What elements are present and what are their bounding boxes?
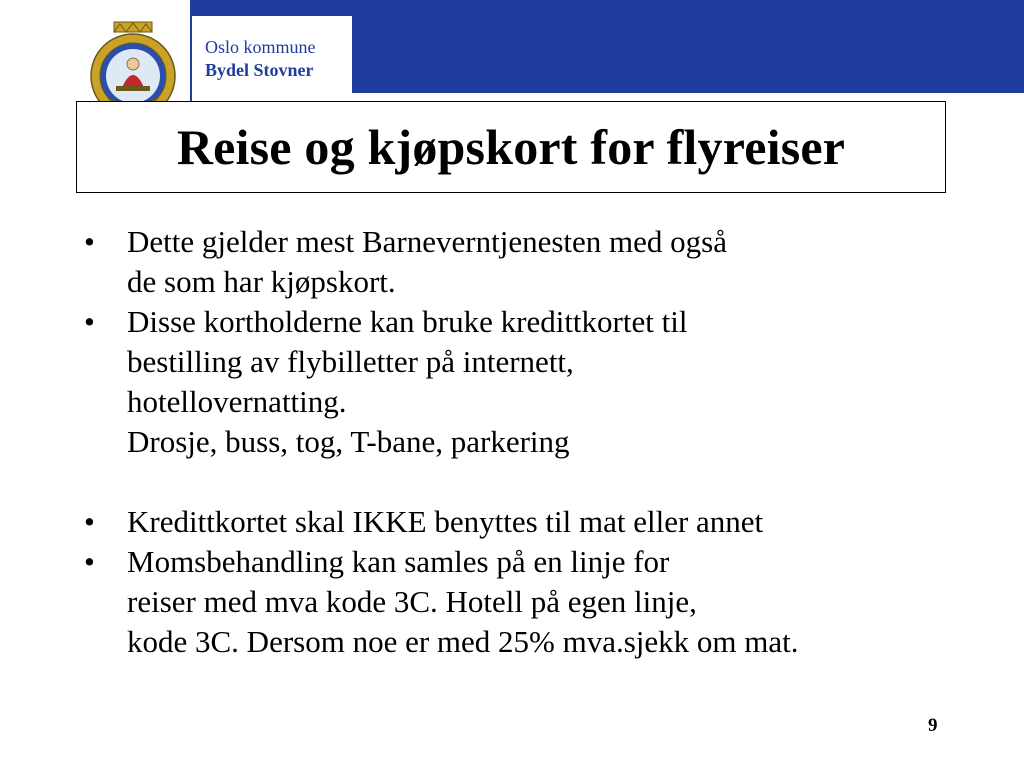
bullet-point: • [84,304,95,339]
list-item [84,542,1014,662]
title-box [76,101,946,193]
bullet-text-line: kode 3C. Dersom noe er med 25% mva.sjekk om mat. [127,624,799,659]
bullet-text-line: Kredittkortet skal IKKE benyttes til mat eller annet [127,504,764,539]
bullet-point: • [84,224,95,259]
bullet-list [84,222,1014,662]
bullet-text-line: Disse kortholderne kan bruke kredittkortet til [127,304,688,339]
slide-title: Reise og kjøpskort for flyreiser [176,119,846,175]
spacer [84,462,1014,502]
bullet-text-line: Dette gjelder mest Barneverntjenesten med også [127,224,727,259]
list-item [84,302,1014,462]
list-item [84,502,1014,542]
bullet-text-line: hotellovernatting. [127,384,347,419]
district-name: Bydel Stovner [205,60,314,80]
bullet-point: • [84,544,95,579]
bullet-text-line: reiser med mva kode 3C. Hotell på egen linje, [127,584,697,619]
bullet-text-line: Momsbehandling kan samles på en linje for [127,544,670,579]
bullet-text-line: de som har kjøpskort. [127,264,396,299]
bullet-text-line: bestilling av flybilletter på internett, [127,344,574,379]
organization-name: Oslo kommune [205,37,316,57]
page-number: 9 [928,715,938,736]
bullet-text-line: Drosje, buss, tog, T-bane, parkering [127,424,570,459]
bullet-point: • [84,504,95,539]
list-item [84,222,1014,302]
